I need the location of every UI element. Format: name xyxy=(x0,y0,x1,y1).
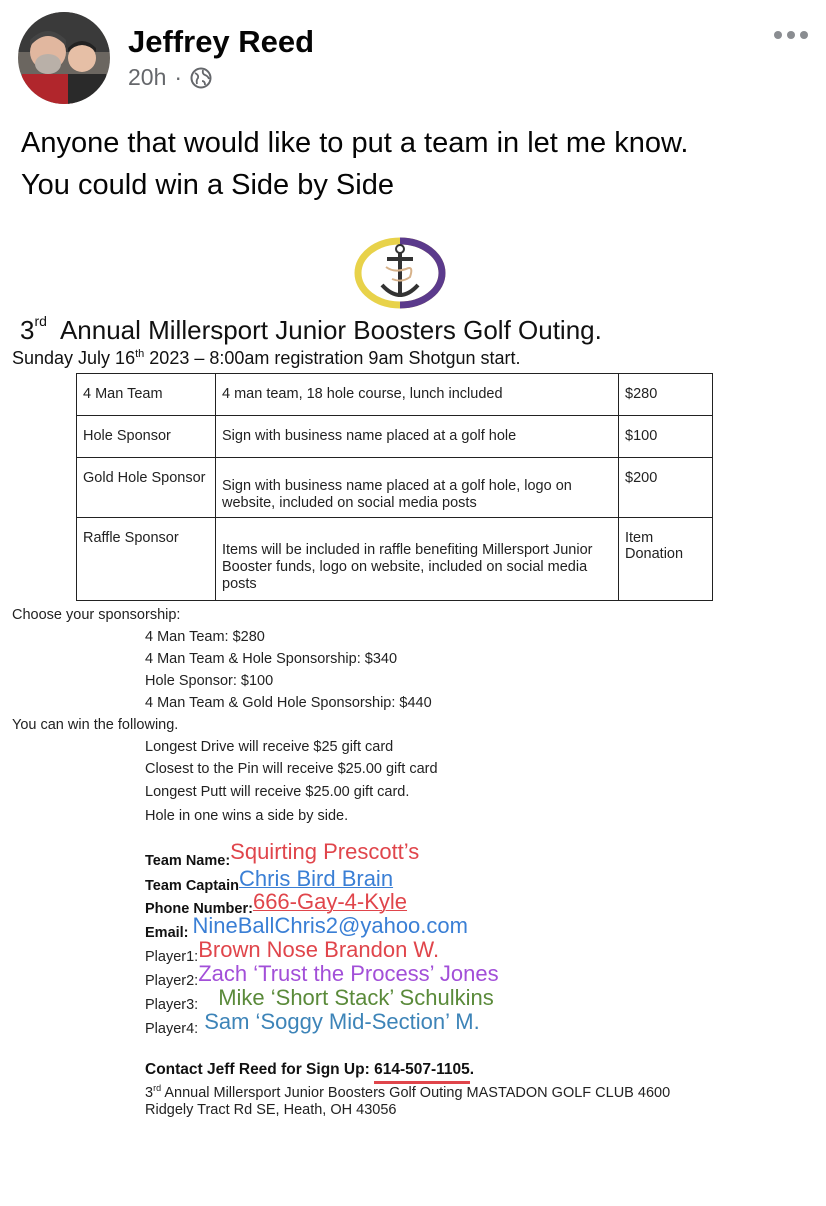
form-row-team-name: Team Name:Squirting Prescott’s xyxy=(145,839,420,869)
contact-phone: 614-507-1105 xyxy=(374,1061,470,1084)
author-name[interactable]: Jeffrey Reed xyxy=(128,24,315,59)
author-avatar[interactable] xyxy=(18,12,110,104)
post-time[interactable]: 20h xyxy=(128,64,167,90)
flyer-date: Sunday July 16th 2023 – 8:00am registration 9am Shotgun start. xyxy=(12,348,521,368)
list-item: Hole Sponsor: $100 xyxy=(145,673,274,689)
table-row xyxy=(77,374,713,416)
avatar-photo xyxy=(18,12,110,104)
choose-heading: Choose your sponsorship: xyxy=(12,607,181,623)
list-item: Closest to the Pin will receive $25.00 gift card xyxy=(145,761,438,777)
table-cell: Item Donation xyxy=(619,518,713,601)
form-row-email: Email: NineBallChris2@yahoo.com xyxy=(145,913,468,941)
form-row-player1: Player1:Brown Nose Brandon W. xyxy=(145,937,440,965)
form-row-player3: Player3: Mike ‘Short Stack’ Schulkins xyxy=(145,985,494,1013)
table-row xyxy=(77,416,713,458)
flyer-title: 3rd Annual Millersport Junior Boosters Golf Outing. xyxy=(20,313,602,345)
globe-icon[interactable] xyxy=(190,67,212,89)
contact-line: Contact Jeff Reed for Sign Up: 614-507-1105. xyxy=(145,1061,474,1079)
table-cell: $200 xyxy=(619,458,713,518)
post-text-line2: You could win a Side by Side xyxy=(21,169,394,201)
table-cell: $280 xyxy=(619,374,713,416)
table-cell: Sign with business name placed at a golf hole xyxy=(216,416,619,458)
post-meta xyxy=(128,64,212,91)
table-row xyxy=(77,518,713,601)
footer-line2: Ridgely Tract Rd SE, Heath, OH 43056 xyxy=(145,1102,397,1118)
list-item: Hole in one wins a side by side. xyxy=(145,808,349,824)
list-item: 4 Man Team: $280 xyxy=(145,629,265,645)
table-cell: $100 xyxy=(619,416,713,458)
more-options-icon[interactable] xyxy=(774,28,810,42)
anchor-logo xyxy=(354,237,446,309)
win-heading: You can win the following. xyxy=(12,717,179,733)
form-row-phone: Phone Number:666-Gay-4-Kyle xyxy=(145,889,408,917)
form-row-player4: Player4: Sam ‘Soggy Mid-Section’ M. xyxy=(145,1009,480,1037)
footer-line1: 3rd Annual Millersport Junior Boosters Golf Outing MASTADON GOLF CLUB 4600 xyxy=(145,1083,671,1101)
post-text-line1: Anyone that would like to put a team in let me know. xyxy=(21,127,689,159)
form-row-captain: Team CaptainChris Bird Brain xyxy=(145,866,394,894)
table-cell: Items will be included in raffle benefiting Millersport Junior Booster funds, logo on website, included on social media posts xyxy=(216,518,619,601)
table-cell: 4 Man Team xyxy=(77,374,216,416)
table-cell: Hole Sponsor xyxy=(77,416,216,458)
meta-separator: · xyxy=(174,64,183,90)
table-cell: 4 man team, 18 hole course, lunch included xyxy=(216,374,619,416)
flyer-image[interactable] xyxy=(0,225,826,1206)
list-item: 4 Man Team & Gold Hole Sponsorship: $440 xyxy=(145,695,432,711)
table-cell: Sign with business name placed at a golf hole, logo on website, included on social media posts xyxy=(216,458,619,518)
list-item: Longest Putt will receive $25.00 gift card. xyxy=(145,784,410,800)
table-cell: Raffle Sponsor xyxy=(77,518,216,601)
list-item: Longest Drive will receive $25 gift card xyxy=(145,739,394,755)
table-row xyxy=(77,458,713,518)
sponsorship-table xyxy=(76,373,713,601)
list-item: 4 Man Team & Hole Sponsorship: $340 xyxy=(145,651,398,667)
form-row-player2: Player2:Zach ‘Trust the Process’ Jones xyxy=(145,961,499,989)
table-cell: Gold Hole Sponsor xyxy=(77,458,216,518)
post-text xyxy=(21,122,811,206)
